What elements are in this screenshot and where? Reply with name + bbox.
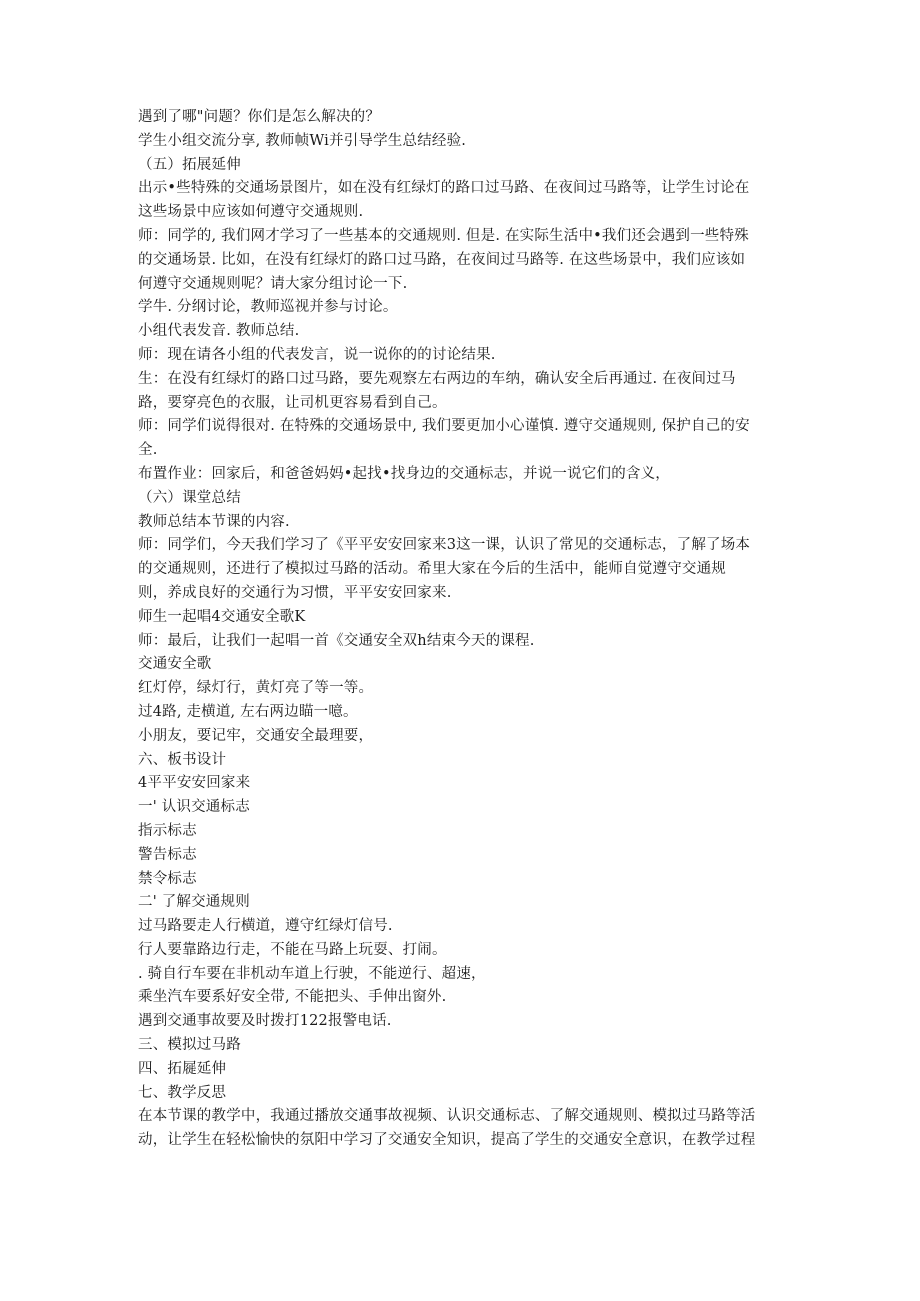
board-item: 二' 了解交通规则: [138, 894, 250, 911]
board-item: 行人要靠路边行走，不能在马路上玩耍、打闹。: [138, 941, 447, 958]
text-line: 则，养成良好的交通行为习惯，平平安安回家来.: [138, 584, 452, 601]
song-title: 交通安全歌: [138, 656, 212, 673]
text-line: 师：现在请各小组的代表发言，说一说你的的讨论结果.: [138, 346, 496, 363]
text-line: 在本节课的教学中，我通过播放交通事故视频、认识交通标志、了解交通规则、模拟过马路等活: [138, 1108, 756, 1125]
board-item: 一' 认识交通标志: [138, 799, 250, 816]
text-line: 遇到了哪"问题？你们是怎么解决的？: [138, 109, 381, 125]
text-line: 的交通规则，还进行了模拟过马路的活动。希里大家在今后的生活中，能师自觉遵守交通规: [138, 561, 726, 578]
text-line: 教师总结本节课的内容.: [138, 513, 290, 530]
text-line: 何遵守交通规则呢？请大家分组讨论一下.: [138, 275, 408, 292]
board-item: 三、模拟过马路: [138, 1037, 241, 1054]
text-line: 学牛. 分纲讨论，教师巡视并参与讨论。: [138, 299, 398, 316]
text-line: 师：同学的, 我们网才学习了一些基本的交通规则. 但是. 在实际生活中•我们还会遇到一些特殊: [138, 227, 749, 244]
board-item: 过马路要走人行横道，遵守红绿灯信号.: [138, 918, 393, 935]
text-line: 这些场景中应该如何遵守交通规则.: [138, 204, 364, 221]
board-item: 警告标志: [138, 846, 197, 863]
text-line: 的交通场景. 比如，在没有红绿灯的路口过马路，在夜间过马路等. 在这些场景中，我们应该如: [138, 251, 746, 268]
text-line: 动，让学生在轻松愉快的氛阳中学习了交通安全知识，提高了学生的交通安全意识，在教学过程: [138, 1132, 756, 1149]
document-body: [138, 106, 788, 1153]
text-line: 师：同学们，今天我们学习了《平平安安回家来3这一课，认识了常见的交通标志，了解了场本: [138, 537, 751, 554]
board-title: 4平平安安回家来: [138, 775, 251, 792]
text-line: 小组代表发音. 教师总结.: [138, 323, 300, 340]
text-line: 师：同学们说得很对. 在特殊的交通场景中, 我们要更加小心谨慎. 遵守交通规则, 保护自己的安: [138, 418, 750, 435]
text-line: 学生小组交流分享, 教师帧Wi并引导学生总结经验.: [138, 132, 467, 149]
section-heading: 六、板书设计: [138, 751, 227, 768]
text-line: 师：最后，让我们一起唱一首《交通安全双h结束今天的课程.: [138, 632, 535, 649]
board-item: 指示标志: [138, 822, 197, 839]
board-item: . 骑自行车要在非机动车道上行驶，不能逆行、超速，: [138, 965, 486, 982]
text-line: 出示•些特殊的交通场景图片，如在没有红绿灯的路口过马路、在夜间过马路等，让学生讨论在: [138, 180, 750, 197]
song-line: 小朋友，要记牢，交通安全最理要，: [138, 727, 374, 744]
board-item: 四、拓屣延伸: [138, 1060, 227, 1077]
section-heading: （六）课堂总结: [138, 489, 241, 506]
text-line: 布置作业：回家后，和爸爸妈妈•起找•找身边的交通标志，并说一说它们的含义，: [138, 465, 671, 482]
section-heading: 七、教学反思: [138, 1084, 227, 1101]
song-line: 红灯停，绿灯行，黄灯亮了等一等。: [138, 680, 374, 697]
text-line: 生：在没有红绿灯的路口过马路，要先观察左右两边的车纳，确认安全后再通过. 在夜间过马: [138, 370, 736, 387]
board-item: 遇到交通事故要及时拨打122报警电话.: [138, 1013, 392, 1030]
section-heading: （五）拓展延伸: [138, 156, 241, 173]
text-line: 路，要穿亮色的衣服，让司机更容易看到自己。: [138, 394, 447, 411]
board-item: 乘坐汽车要系好安全带, 不能把头、手伸出窗外.: [138, 989, 447, 1006]
board-item: 禁令标志: [138, 870, 197, 887]
text-line: 师生一起唱4交通安全歌K: [138, 608, 306, 625]
song-line: 过4路, 走横道, 左右两边瞄一噫。: [138, 703, 358, 720]
text-line: 全.: [138, 442, 158, 459]
